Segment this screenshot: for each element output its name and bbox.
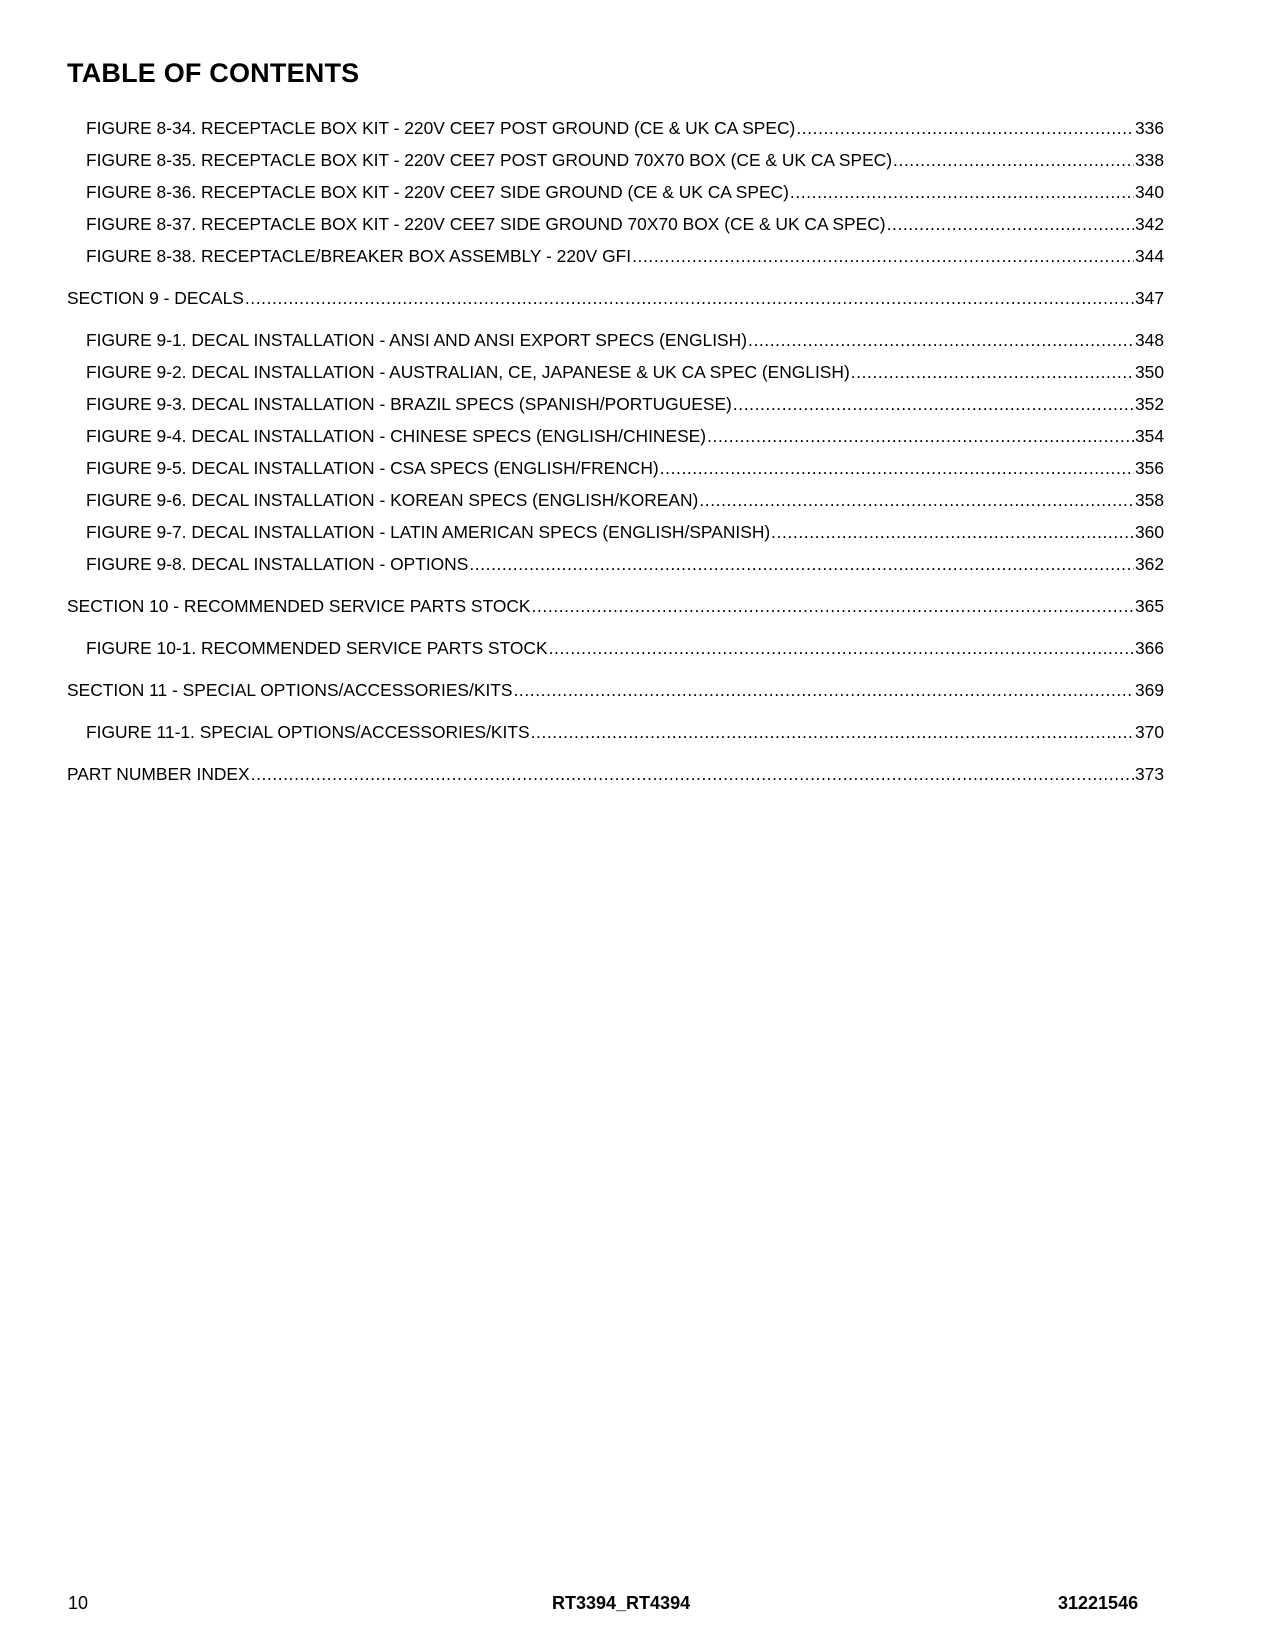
footer-page-number: 10 [68,1593,89,1613]
toc-entry-label: FIGURE 9-2. DECAL INSTALLATION - AUSTRALIAN, CE, JAPANESE & UK CA SPEC (ENGLISH) [86,362,850,382]
toc-entry-page: 344 [1134,246,1164,266]
toc-dot-leader [733,388,1134,420]
toc-dot-leader [699,484,1134,516]
toc-entry[interactable] [67,112,1164,144]
toc-entry-label: SECTION 11 - SPECIAL OPTIONS/ACCESSORIES/KITS [67,680,513,700]
toc-entry-label: FIGURE 8-36. RECEPTACLE BOX KIT - 220V CEE7 SIDE GROUND (CE & UK CA SPEC) [86,182,789,202]
toc-entry-label: FIGURE 9-3. DECAL INSTALLATION - BRAZIL SPECS (SPANISH/PORTUGUESE) [86,394,732,414]
toc-entry-page: 356 [1134,458,1164,478]
toc-entry[interactable] [67,240,1164,272]
toc-dot-leader [790,176,1134,208]
toc-dot-leader [748,324,1134,356]
toc-entry-label: FIGURE 9-1. DECAL INSTALLATION - ANSI AND ANSI EXPORT SPECS (ENGLISH) [86,330,748,350]
toc-dot-leader [549,632,1134,664]
toc-entry-page: 362 [1134,554,1164,574]
toc-dot-leader [245,282,1134,314]
toc-entry-page: 365 [1134,596,1164,616]
toc-section-entry[interactable] [67,758,1164,790]
toc-section-entry[interactable] [67,590,1164,622]
toc-entry-label: SECTION 9 - DECALS [67,288,244,308]
toc-dot-leader [660,452,1134,484]
toc-entry-page: 352 [1134,394,1164,414]
toc-entry-label: PART NUMBER INDEX [67,764,250,784]
toc-dot-leader [796,112,1134,144]
toc-entry[interactable] [67,176,1164,208]
page-footer [0,1593,1275,1617]
toc-entry-page: 354 [1134,426,1164,446]
toc-dot-leader [632,240,1134,272]
toc-dot-leader [514,674,1134,706]
toc-entry-page: 336 [1134,118,1164,138]
toc-entry-label: FIGURE 8-38. RECEPTACLE/BREAKER BOX ASSEMBLY - 220V GFI [86,246,632,266]
toc-dot-leader [887,208,1134,240]
toc-entry[interactable] [67,452,1164,484]
toc-dot-leader [251,758,1134,790]
toc-entry[interactable] [67,324,1164,356]
toc-dot-leader [707,420,1134,452]
toc-entry-page: 366 [1134,638,1164,658]
toc-dot-leader [771,516,1134,548]
toc-entry-label: FIGURE 8-37. RECEPTACLE BOX KIT - 220V CEE7 SIDE GROUND 70X70 BOX (CE & UK CA SPEC) [86,214,886,234]
toc-entry-label: FIGURE 8-35. RECEPTACLE BOX KIT - 220V CEE7 POST GROUND 70X70 BOX (CE & UK CA SPEC) [86,150,893,170]
toc-dot-leader [531,716,1134,748]
toc-entry-label: FIGURE 9-6. DECAL INSTALLATION - KOREAN SPECS (ENGLISH/KOREAN) [86,490,699,510]
table-of-contents [67,112,1164,790]
toc-entry[interactable] [67,716,1164,748]
toc-entry[interactable] [67,144,1164,176]
toc-section-entry[interactable] [67,674,1164,706]
toc-entry-page: 350 [1134,362,1164,382]
toc-entry[interactable] [67,420,1164,452]
toc-entry-page: 358 [1134,490,1164,510]
toc-entry[interactable] [67,484,1164,516]
toc-entry-label: FIGURE 8-34. RECEPTACLE BOX KIT - 220V CEE7 POST GROUND (CE & UK CA SPEC) [86,118,796,138]
toc-entry-page: 369 [1134,680,1164,700]
toc-entry[interactable] [67,516,1164,548]
toc-entry-page: 360 [1134,522,1164,542]
toc-entry-page: 373 [1134,764,1164,784]
footer-model-number: RT3394_RT4394 [552,1593,691,1613]
toc-entry[interactable] [67,356,1164,388]
toc-entry-page: 342 [1134,214,1164,234]
toc-entry-page: 340 [1134,182,1164,202]
toc-entry[interactable] [67,208,1164,240]
toc-entry-label: FIGURE 10-1. RECOMMENDED SERVICE PARTS STOCK [86,638,548,658]
toc-entry[interactable] [67,548,1164,580]
toc-entry[interactable] [67,632,1164,664]
toc-dot-leader [469,548,1134,580]
toc-section-entry[interactable] [67,282,1164,314]
toc-dot-leader [893,144,1134,176]
toc-entry-page: 348 [1134,330,1164,350]
toc-entry-page: 370 [1134,722,1164,742]
toc-entry-label: FIGURE 9-8. DECAL INSTALLATION - OPTIONS [86,554,469,574]
toc-dot-leader [532,590,1134,622]
toc-entry-page: 338 [1134,150,1164,170]
toc-entry-label: FIGURE 9-7. DECAL INSTALLATION - LATIN AMERICAN SPECS (ENGLISH/SPANISH) [86,522,771,542]
toc-entry[interactable] [67,388,1164,420]
page-title: TABLE OF CONTENTS [67,58,360,88]
footer-document-number: 31221546 [1058,1593,1139,1613]
toc-entry-label: FIGURE 9-5. DECAL INSTALLATION - CSA SPECS (ENGLISH/FRENCH) [86,458,659,478]
toc-entry-label: FIGURE 9-4. DECAL INSTALLATION - CHINESE SPECS (ENGLISH/CHINESE) [86,426,707,446]
toc-entry-label: SECTION 10 - RECOMMENDED SERVICE PARTS STOCK [67,596,531,616]
toc-entry-page: 347 [1134,288,1164,308]
toc-dot-leader [851,356,1134,388]
toc-entry-label: FIGURE 11-1. SPECIAL OPTIONS/ACCESSORIES/KITS [86,722,530,742]
